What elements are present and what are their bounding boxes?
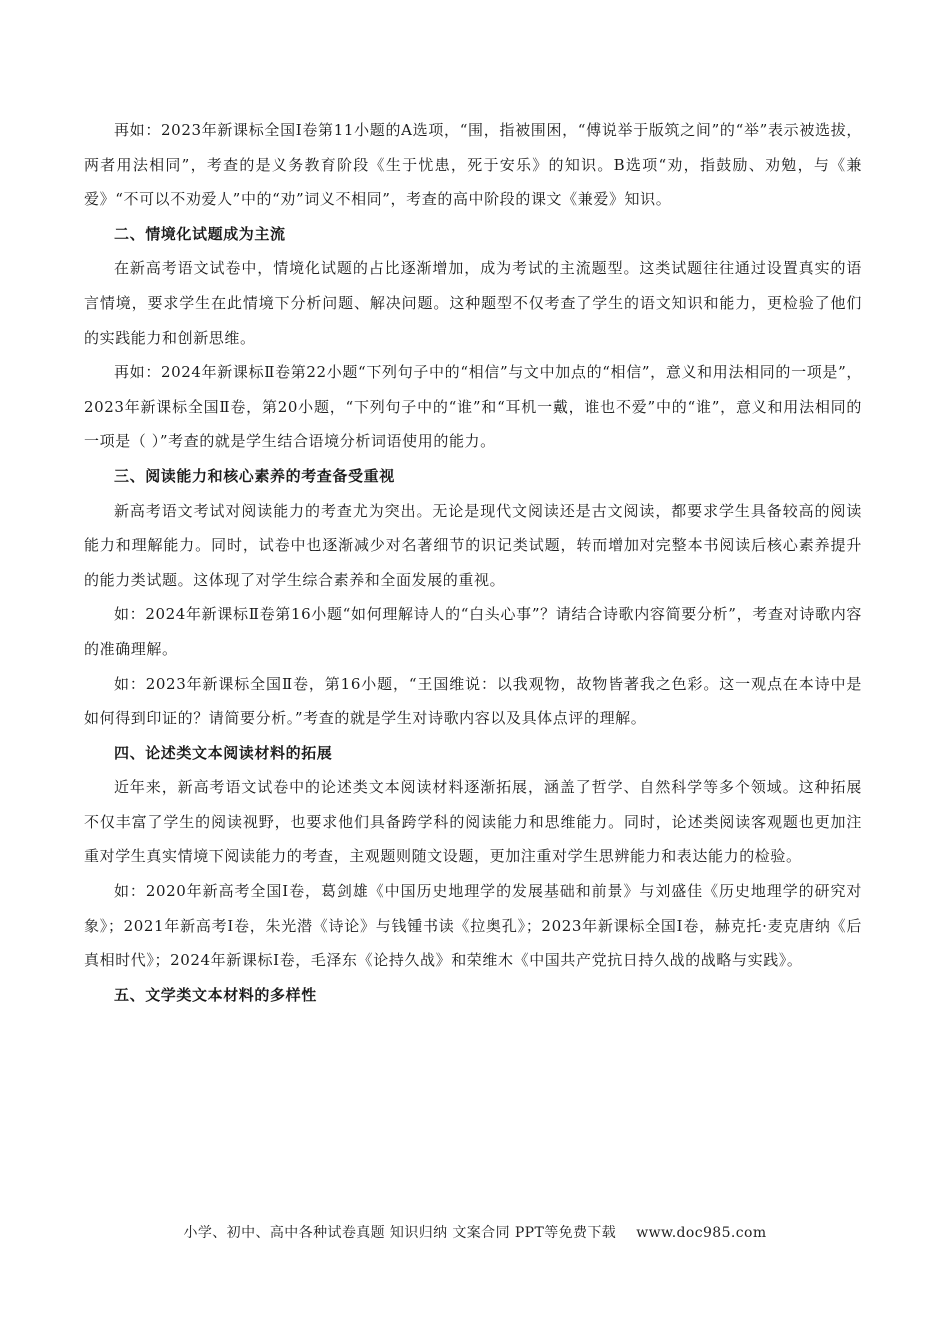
section-heading-2: 二、情境化试题成为主流 [114, 224, 286, 243]
paragraph-situational-questions: 在新高考语文试卷中，情境化试题的占比逐渐增加，成为考试的主流题型。这类试题往往通过设置真实的语言情境，要求学生在此情境下分析问题、解决问题。这种题型不仅考查了学生的语文知识和能力，更检验了他们的实践能力和创新思维。 [84, 259, 862, 347]
paragraph-example-2023-q11: 再如：2023年新课标全国Ⅰ卷第11小题的A选项，“围，指被围困，“傅说举于版筑之间”的“举”表示被选拔，两者用法相同”，考查的是义务教育阶段《生于忧患，死于安乐》的知识。B选项“劝，指鼓励、劝勉，与《兼爱》“不可以不劝爱人”中的“劝”词义不相同”，考查的高中阶段的课文《兼爱》知识。 [84, 121, 862, 209]
document-body [84, 113, 862, 1012]
page-footer [0, 1222, 950, 1242]
section-heading-5: 五、文学类文本材料的多样性 [114, 985, 317, 1004]
section-heading-3: 三、阅读能力和核心素养的考查备受重视 [114, 466, 395, 485]
paragraph-example-2024-q22: 再如：2024年新课标Ⅱ卷第22小题“下列句子中的“相信”与文中加点的“相信”，意义和用法相同的一项是”，2023年新课标全国Ⅱ卷，第20小题，“下列句子中的“谁”和“耳机一戴，谁也不爱”中的“谁”，意义和用法相同的一项是（ ）”考查的就是学生结合语境分析词语使用的能力。 [84, 363, 862, 451]
paragraph-example-2024-q16: 如：2024年新课标Ⅱ卷第16小题“如何理解诗人的“白头心事”？请结合诗歌内容简要分析”，考查对诗歌内容的准确理解。 [84, 605, 862, 658]
footer-url[interactable]: www.doc985.com [636, 1225, 767, 1241]
paragraph-example-argumentative-list: 如：2020年新高考全国Ⅰ卷，葛剑雄《中国历史地理学的发展基础和前景》与刘盛佳《历史地理学的研究对象》；2021年新高考Ⅰ卷，朱光潜《诗论》与钱锺书读《拉奥孔》；2023年新课标全国Ⅰ卷，赫克托·麦克唐纳《后真相时代》；2024年新课标Ⅰ卷，毛泽东《论持久战》和荣维木《中国共产党抗日持久战的战略与实践》。 [84, 882, 862, 970]
section-heading-4: 四、论述类文本阅读材料的拓展 [114, 743, 333, 762]
paragraph-example-2023-q16: 如：2023年新课标全国Ⅱ卷，第16小题，“王国维说：以我观物，故物皆著我之色彩。这一观点在本诗中是如何得到印证的？请简要分析。”考查的就是学生对诗歌内容以及具体点评的理解。 [84, 674, 862, 728]
paragraph-reading-ability: 新高考语文考试对阅读能力的考查尤为突出。无论是现代文阅读还是古文阅读，都要求学生具备较高的阅读能力和理解能力。同时，试卷中也逐渐减少对名著细节的识记类试题，转而增加对完整本书阅读后核心素养提升的能力类试题。这体现了对学生综合素养和全面发展的重视。 [84, 501, 862, 589]
footer-text: 小学、初中、高中各种试卷真题 知识归纳 文案合同 PPT等免费下载 [183, 1225, 617, 1241]
paragraph-argumentative-texts: 近年来，新高考语文试卷中的论述类文本阅读材料逐渐拓展，涵盖了哲学、自然科学等多个领域。这种拓展不仅丰富了学生的阅读视野，也要求他们具备跨学科的阅读能力和思维能力。同时，论述类阅读客观题也更加注重对学生真实情境下阅读能力的考查，主观题则随文设题，更加注重对学生思辨能力和表达能力的检验。 [84, 778, 862, 866]
